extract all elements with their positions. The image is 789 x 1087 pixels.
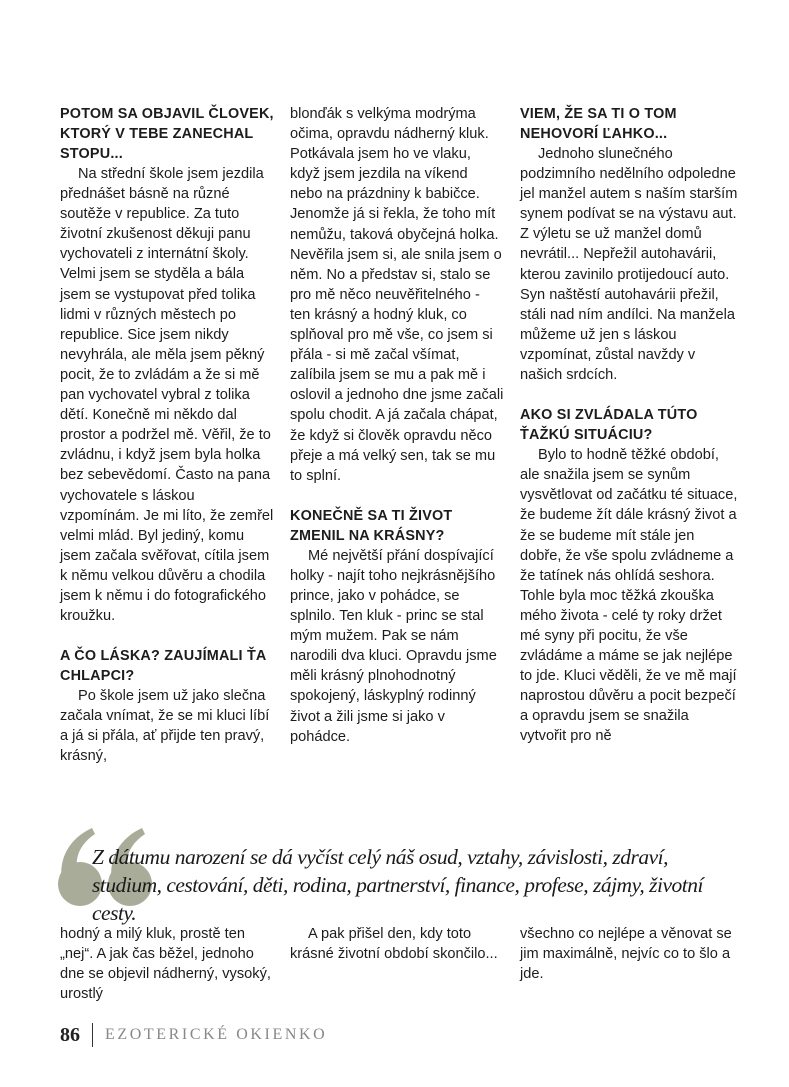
page-footer <box>60 1020 327 1050</box>
article-column-2 <box>290 104 504 747</box>
paragraph: všechno co nejlépe a věnovat se jim maximálně, nejvíc co to šlo a jde. <box>520 926 732 983</box>
paragraph: A pak přišel den, kdy toto krásné životní období skončilo... <box>290 926 498 963</box>
paragraph-gap <box>60 626 278 646</box>
paragraph: Jednoho slunečného podzimního nedělního odpoledne jel manžel autem s naším starším synem podívat se na výstavu aut. Z výletu se už manžel domů nevrátil... Nepřežil autohavárii, kterou zavinilo protijedoucí auto. Syn naštěstí autohavárii přežil, stáli nad ním andílci. Na manžela můžeme už jen s láskou vzpomínat, zůstal navždy v našich srdcích. <box>520 146 738 384</box>
section-heading: A ČO LÁSKA? ZAUJÍMALI ŤA CHLAPCI? <box>60 648 266 685</box>
article-column-1 <box>60 104 278 767</box>
article-column-3 <box>520 104 738 747</box>
footer-divider <box>92 1023 93 1047</box>
bottom-column-3 <box>520 924 734 984</box>
bottom-column-2 <box>290 924 504 964</box>
pull-quote: Z dátumu narození se dá vyčíst celý náš osud, vztahy, závislosti, zdraví, studium, cestování, děti, rodina, partnerství, finance, profese, zájmy, životní cesty. <box>92 845 704 925</box>
paragraph: Mé největší přání dospívající holky - najít toho nejkrásnějšího prince, jako v pohádce, se splnilo. Ten kluk - princ se stal mým mužem. Pak se nám narodili dva kluci. Opravdu jsme měli krásný plnohodnotný spokojený, láskyplný rodinný život a žili jsme si jako v pohádce. <box>290 547 497 745</box>
paragraph: Bylo to hodně těžké období, ale snažila jsem se synům vysvětlovat od začátku té situace, že budeme žít dále krásný život a že se budeme mít stále jen dobře, že vše spolu zvládneme a že tatínek nás ohlídá seshora. Tohle byla moc těžká zkouška mého života - celé ty roky držet mé syny při pocitu, že vše zvládáme a máme se jak nejlépe to jde. Kluci věděli, že ve mě mají naprostou důvěru a pocit bezpečí a opravdu jsem se snažila vytvořit pro ně <box>520 447 738 745</box>
section-name: EZOTERICKÉ OKIENKO <box>105 1026 328 1043</box>
page-number: 86 <box>60 1023 80 1046</box>
paragraph: blonďák s velkýma modrýma očima, opravdu nádherný kluk. Potkávala jsem ho ve vlaku, když jsem jezdila na víkend nebo na prázdniny k babičce. Jenomže já si řekla, že toho mít nemůžu, taková obyčejná holka. Nevěřila jsem si, ale snila jsem o něm. No a představ si, stalo se pro mě něco neuvěřitelného - ten krásný a hodný kluk, co splňoval pro mě vše, co jsem si přála - si mě začal všímat, zalíbila jsem se mu a pak mě i oslovil a jednoho dne jsme začali spolu chodit. A já začala chápat, že když si člověk opravdu něco přeje a má velký sen, tak se mu to splní. <box>290 106 504 484</box>
section-heading: POTOM SA OBJAVIL ČLOVEK, KTORÝ V TEBE ZANECHAL STOPU... <box>60 106 274 162</box>
paragraph: hodný a milý kluk, prostě ten „nej“. A jak čas běžel, jednoho dne se objevil nádherný, vysoký, urostlý <box>60 926 271 1003</box>
bottom-column-1 <box>60 924 274 1004</box>
section-heading: KONEČNĚ SA TI ŽIVOT ZMENIL NA KRÁSNY? <box>290 507 453 544</box>
paragraph-gap <box>290 486 504 506</box>
section-heading: VIEM, ŽE SA TI O TOM NEHOVORÍ ĽAHKO... <box>520 106 677 142</box>
paragraph: Po škole jsem už jako slečna začala vnímat, že se mi kluci líbí a já si přála, ať přijde ten pravý, krásný, <box>60 688 270 765</box>
paragraph: Na střední škole jsem jezdila přednášet básně na různé soutěže v republice. Za tuto životní zkušenost děkuji panu vychovateli z internátní školy. Velmi jsem se styděla a bála jsem se vystupovat před tolika lidmi v různých městech po republice. Sice jsem nikdy nevyhrála, ale měla jsem pěkný pocit, že to zvládám a že si mě pan vychovatel vybral z tolika dětí. Konečně mi někdo dal prostor a podržel mě. Věřil, že to zvládnu, i když jsem byla holka bez sebevědomí. Často na pana vychovatele s láskou vzpomínám. Je mi líto, že zemřel velmi mlád. Byl jediný, komu jsem začala svěřovat, cítila jsem k němu velkou důvěru a chodila jsem k němu i do fotografického kroužku. <box>60 166 274 625</box>
section-heading: AKO SI ZVLÁDALA TÚTO ŤAŽKÚ SITUÁCIU? <box>520 407 698 444</box>
paragraph-gap <box>520 385 738 405</box>
